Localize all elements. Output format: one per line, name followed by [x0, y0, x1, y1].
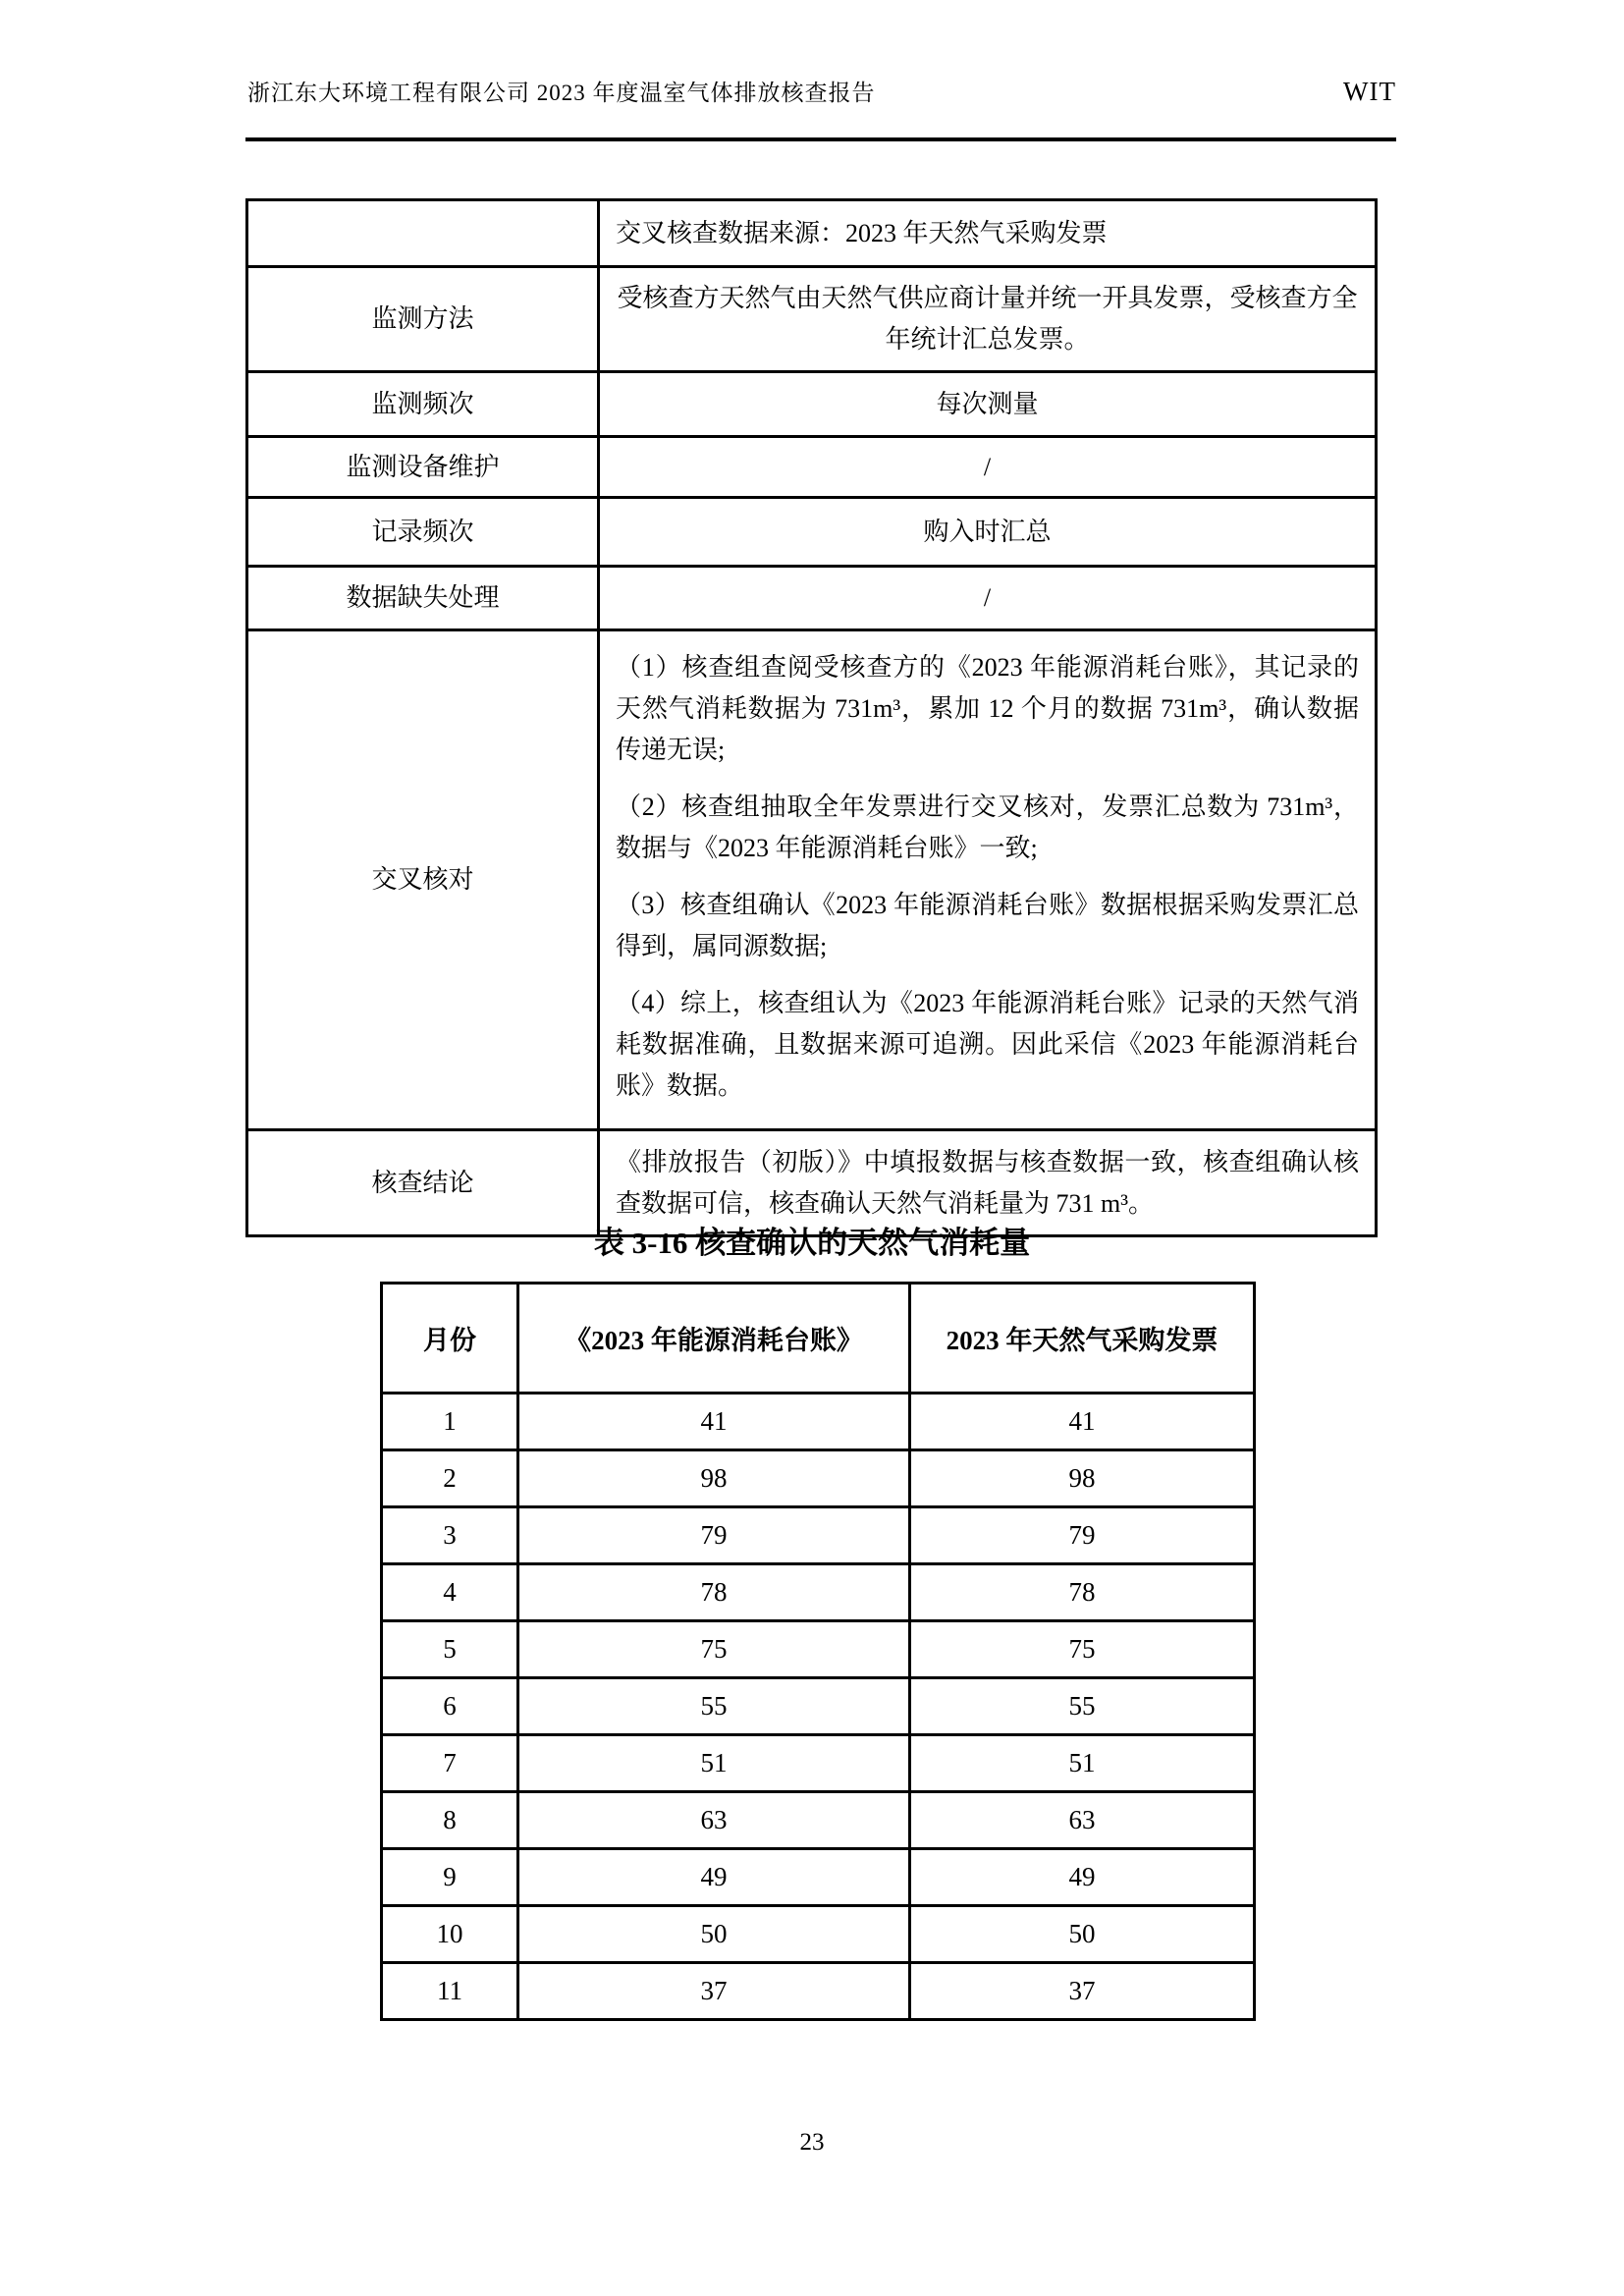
month-cell: 6 [382, 1678, 518, 1735]
row-label: 监测设备维护 [247, 437, 599, 498]
cross-check-item-1: （1）核查组查阅受核查方的《2023 年能源消耗台账》，其记录的天然气消耗数据为 731m³，累加 12 个月的数据 731m³，确认数据传递无误; [616, 653, 1359, 764]
header-divider [245, 137, 1396, 141]
cross-check-item-4: （4）综上，核查组认为《2023 年能源消耗台账》记录的天然气消耗数据准确，且数据来源可追溯。因此采信《2023 年能源消耗台账》数据。 [616, 989, 1359, 1100]
row-label: 数据缺失处理 [247, 567, 599, 630]
month-cell: 4 [382, 1564, 518, 1621]
ledger-value-cell: 98 [518, 1450, 910, 1507]
invoice-value-cell: 50 [910, 1906, 1255, 1963]
month-cell: 11 [382, 1963, 518, 2020]
invoice-value-cell: 37 [910, 1963, 1255, 2020]
table-row [382, 1507, 1255, 1564]
monitoring-table [245, 198, 1378, 1237]
ledger-value-cell: 37 [518, 1963, 910, 2020]
consumption-table [380, 1282, 1256, 2021]
month-cell: 9 [382, 1849, 518, 1906]
cross-check-item-2: （2）核查组抽取全年发票进行交叉核对，发票汇总数为 731m³，数据与《2023 年能源消耗台账》一致; [616, 793, 1359, 862]
invoice-value-cell: 75 [910, 1621, 1255, 1678]
table-row [382, 1450, 1255, 1507]
row-value: / [599, 437, 1377, 498]
invoice-value-cell: 51 [910, 1735, 1255, 1792]
month-cell: 2 [382, 1450, 518, 1507]
ledger-value-cell: 55 [518, 1678, 910, 1735]
table-row [382, 1678, 1255, 1735]
row-value: 受核查方天然气由天然气供应商计量并统一开具发票，受核查方全年统计汇总发票。 [599, 267, 1377, 372]
table-caption: 表 3-16 核查确认的天然气消耗量 [593, 1226, 1031, 1260]
invoice-value-cell: 78 [910, 1564, 1255, 1621]
month-cell: 1 [382, 1394, 518, 1450]
table-header-row [382, 1284, 1255, 1394]
row-value: 交叉核查数据来源：2023 年天然气采购发票 [599, 200, 1377, 267]
month-cell: 3 [382, 1507, 518, 1564]
row-value: 《排放报告（初版）》中填报数据与核查数据一致，核查组确认核查数据可信，核查确认天然气消耗量为 731 m³。 [599, 1130, 1377, 1236]
table-row [247, 267, 1377, 372]
cross-check-item-3: （3）核查组确认《2023 年能源消耗台账》数据根据采购发票汇总得到，属同源数据; [616, 891, 1359, 960]
row-label: 监测方法 [247, 267, 599, 372]
invoice-value-cell: 41 [910, 1394, 1255, 1450]
ledger-value-cell: 41 [518, 1394, 910, 1450]
row-value: 每次测量 [599, 372, 1377, 437]
row-value [599, 630, 1377, 1130]
ledger-value-cell: 49 [518, 1849, 910, 1906]
table-row [247, 200, 1377, 267]
table-row [247, 437, 1377, 498]
table-row [382, 1849, 1255, 1906]
table-row [382, 1963, 1255, 2020]
table-row [382, 1735, 1255, 1792]
table-row [382, 1906, 1255, 1963]
row-label [247, 200, 599, 267]
month-cell: 10 [382, 1906, 518, 1963]
ledger-value-cell: 78 [518, 1564, 910, 1621]
column-header-invoice: 2023 年天然气采购发票 [910, 1284, 1255, 1394]
page-number: 23 [799, 2129, 825, 2156]
row-value: 购入时汇总 [599, 498, 1377, 567]
table-row [247, 567, 1377, 630]
table-row [247, 498, 1377, 567]
header-title: 浙江东大环境工程有限公司 2023 年度温室气体排放核查报告 [247, 81, 876, 105]
invoice-value-cell: 55 [910, 1678, 1255, 1735]
table-row [382, 1792, 1255, 1849]
table-row [247, 630, 1377, 1130]
column-header-ledger: 《2023 年能源消耗台账》 [518, 1284, 910, 1394]
invoice-value-cell: 49 [910, 1849, 1255, 1906]
ledger-value-cell: 75 [518, 1621, 910, 1678]
month-cell: 8 [382, 1792, 518, 1849]
month-cell: 5 [382, 1621, 518, 1678]
table-row [247, 372, 1377, 437]
table-row [382, 1394, 1255, 1450]
header-brand: WIT [1343, 77, 1396, 106]
row-label: 交叉核对 [247, 630, 599, 1130]
ledger-value-cell: 63 [518, 1792, 910, 1849]
invoice-value-cell: 63 [910, 1792, 1255, 1849]
invoice-value-cell: 79 [910, 1507, 1255, 1564]
row-label: 核查结论 [247, 1130, 599, 1236]
page-header [247, 75, 1396, 107]
column-header-month: 月份 [382, 1284, 518, 1394]
ledger-value-cell: 79 [518, 1507, 910, 1564]
table-row [382, 1621, 1255, 1678]
ledger-value-cell: 51 [518, 1735, 910, 1792]
row-value: / [599, 567, 1377, 630]
invoice-value-cell: 98 [910, 1450, 1255, 1507]
month-cell: 7 [382, 1735, 518, 1792]
ledger-value-cell: 50 [518, 1906, 910, 1963]
table-row [382, 1564, 1255, 1621]
row-label: 监测频次 [247, 372, 599, 437]
row-label: 记录频次 [247, 498, 599, 567]
